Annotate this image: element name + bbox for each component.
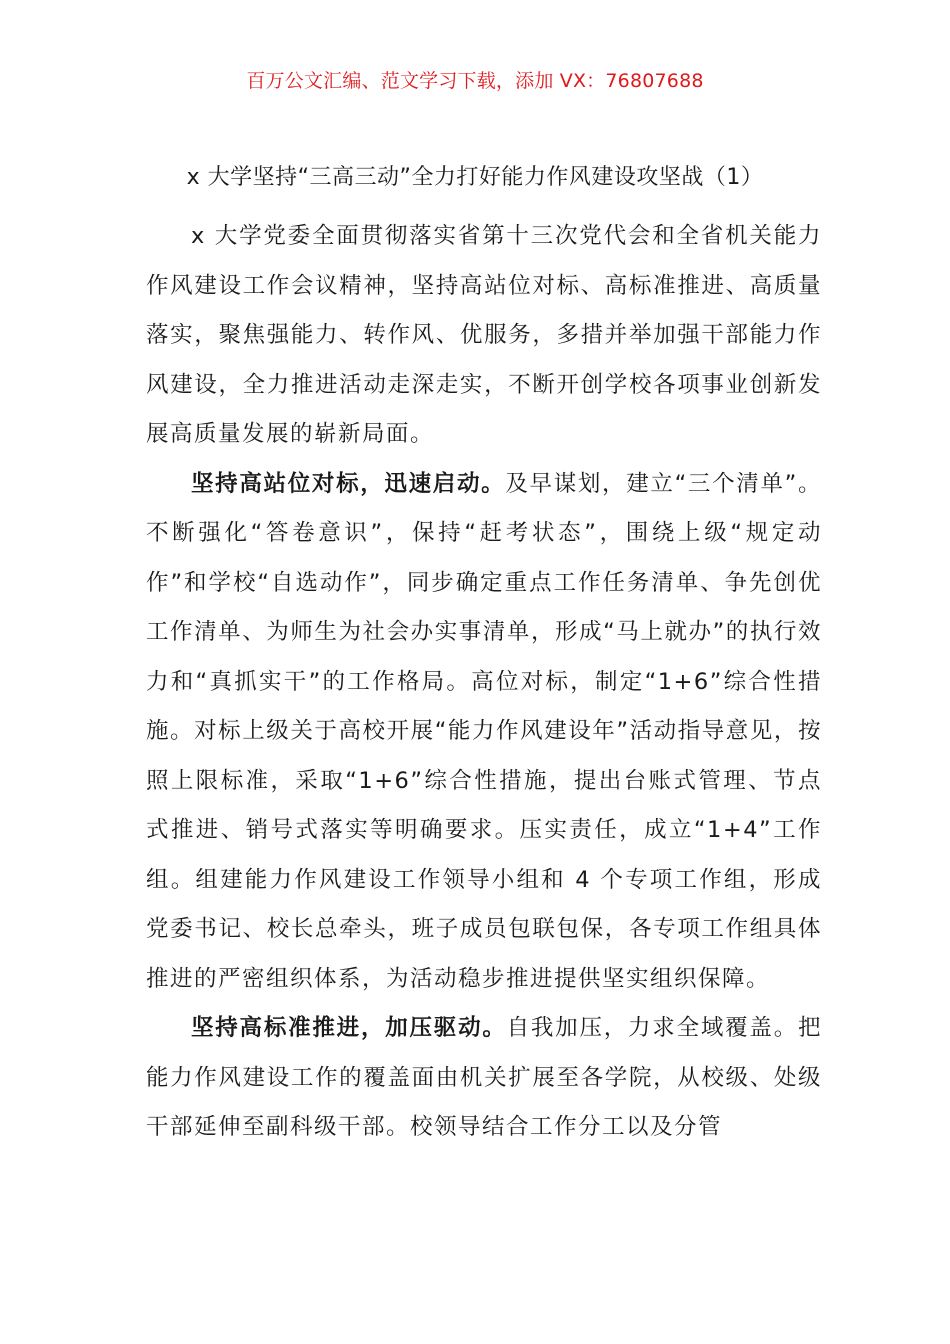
paragraph-body: x 大学党委全面贯彻落实省第十三次党代会和全省机关能力作风建设工作会议精神，坚持高站位对标、高标准推进、高质量落实，聚焦强能力、转作风、优服务，多措并举加强干部能力作风建设，全力推进活动走深走实，不断开创学校各项事业创新发展高质量发展的崭新局面。 xyxy=(146,223,822,447)
paragraph-body: 自我加压，力求全域覆盖。把能力作风建设工作的覆盖面由机关扩展至各学院，从校级、处级干部延伸至副科级干部。校领导结合工作分工以及分管 xyxy=(146,1015,822,1140)
paragraph-lead: 坚持高站位对标，迅速启动。 xyxy=(191,470,506,497)
paragraph-lead: 坚持高标准推进，加压驱动。 xyxy=(191,1015,507,1041)
paragraph-body: 及早谋划，建立“三个清单”。不断强化“答卷意识”，保持“赶考状态”，围绕上级“规定动作”和学校“自选动作”，同步确定重点工作任务清单、争先创优工作清单、为师生为社会办实事清单，形成“马上就办”的执行效力和“真抓实干”的工作格局。高位对标，制定“1+6”综合性措施。对标上级关于高校开展“能力作风建设年”活动指导意见，按照上限标准，采取“1+6”综合性措施，提出台账式管理、节点式推进、销号式落实等明确要求。压实责任，成立“1+4”工作组。组建能力作风建设工作领导小组和 4 个专项工作组，形成党委书记、校长总牵头，班子成员包联包保，各专项工作组具体推进的严密组织体系，为活动稳步推进提供坚实组织保障。 xyxy=(146,470,822,992)
paragraph-intro xyxy=(146,212,822,460)
header-banner: 百万公文汇编、范文学习下载，添加 VX：76807688 xyxy=(246,70,704,92)
document-body xyxy=(146,212,822,1153)
paragraph-section-1 xyxy=(146,460,822,1005)
document-title: x 大学坚持“三高三动”全力打好能力作风建设攻坚战（1） xyxy=(186,165,764,190)
paragraph-section-2 xyxy=(146,1004,822,1153)
